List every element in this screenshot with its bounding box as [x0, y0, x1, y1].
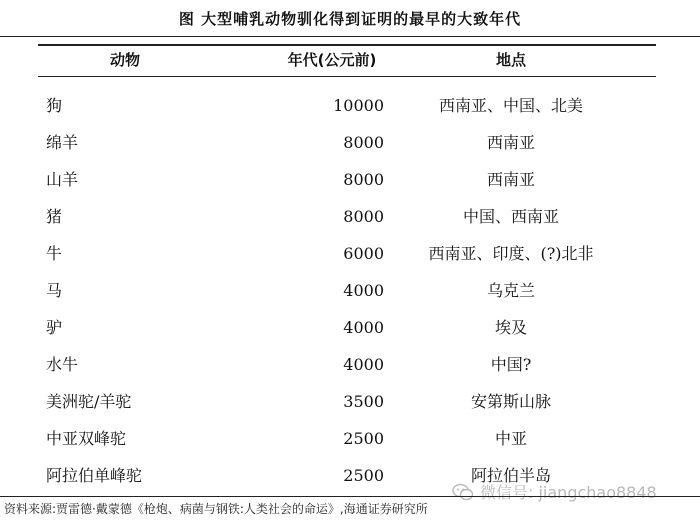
- place-cell: 中国?: [490, 355, 532, 374]
- table-row: [38, 347, 656, 383]
- place-cell: 西南亚: [486, 170, 535, 189]
- table-title-bar: [0, 0, 700, 37]
- header-animal: 动物: [110, 51, 141, 69]
- table-row: [38, 236, 656, 272]
- place-cell: 西南亚、印度、(?)北非: [428, 244, 594, 263]
- table-row: [38, 88, 656, 124]
- source-note: 资料来源:贾雷德·戴蒙德《枪炮、病菌与钢铁:人类社会的命运》,海通证券研究所: [4, 502, 428, 516]
- year-cell: 8000: [343, 170, 384, 189]
- year-cell: 8000: [343, 207, 384, 226]
- table-header-row: [38, 44, 656, 76]
- table-header-rule: [38, 76, 656, 77]
- animal-cell: 牛: [46, 244, 63, 263]
- table-title: 图 大型哺乳动物驯化得到证明的最早的大致年代: [178, 9, 522, 28]
- animal-cell: 水牛: [46, 355, 79, 374]
- wechat-icon: [452, 483, 474, 501]
- table-row: [38, 384, 656, 420]
- year-cell: 8000: [343, 133, 384, 152]
- table-row: [38, 162, 656, 198]
- year-cell: 4000: [343, 318, 384, 337]
- table-row: [38, 199, 656, 235]
- animal-cell: 中亚双峰驼: [46, 429, 127, 448]
- table-row: [38, 125, 656, 161]
- header-year: 年代(公元前): [287, 51, 377, 69]
- table-row: [38, 273, 656, 309]
- table-row: [38, 310, 656, 346]
- animal-cell: 驴: [46, 318, 63, 337]
- place-cell: 安第斯山脉: [470, 392, 551, 411]
- animal-cell: 美洲驼/羊驼: [46, 392, 132, 411]
- place-cell: 乌克兰: [486, 281, 535, 300]
- wechat-watermark: [452, 480, 657, 503]
- animal-cell: 山羊: [46, 170, 79, 189]
- footer-rule: [0, 496, 700, 497]
- watermark-text: 微信号: jiangchao8848: [480, 483, 657, 502]
- place-cell: 中国、西南亚: [462, 207, 559, 226]
- year-cell: 2500: [343, 466, 384, 485]
- place-cell: 西南亚: [486, 133, 535, 152]
- year-cell: 4000: [343, 281, 384, 300]
- place-cell: 埃及: [494, 318, 527, 337]
- animal-cell: 狗: [46, 96, 63, 115]
- place-cell: 阿拉伯半岛: [470, 466, 551, 485]
- year-cell: 6000: [343, 244, 384, 263]
- animal-cell: 马: [46, 281, 63, 300]
- animal-cell: 绵羊: [46, 133, 79, 152]
- animal-cell: 阿拉伯单峰驼: [46, 466, 143, 485]
- header-place: 地点: [495, 51, 526, 69]
- year-cell: 4000: [343, 355, 384, 374]
- year-cell: 2500: [343, 429, 384, 448]
- place-cell: 中亚: [494, 429, 527, 448]
- table-row: [38, 421, 656, 457]
- year-cell: 10000: [333, 96, 384, 115]
- place-cell: 西南亚、中国、北美: [438, 96, 583, 115]
- animal-cell: 猪: [46, 207, 63, 226]
- year-cell: 3500: [343, 392, 384, 411]
